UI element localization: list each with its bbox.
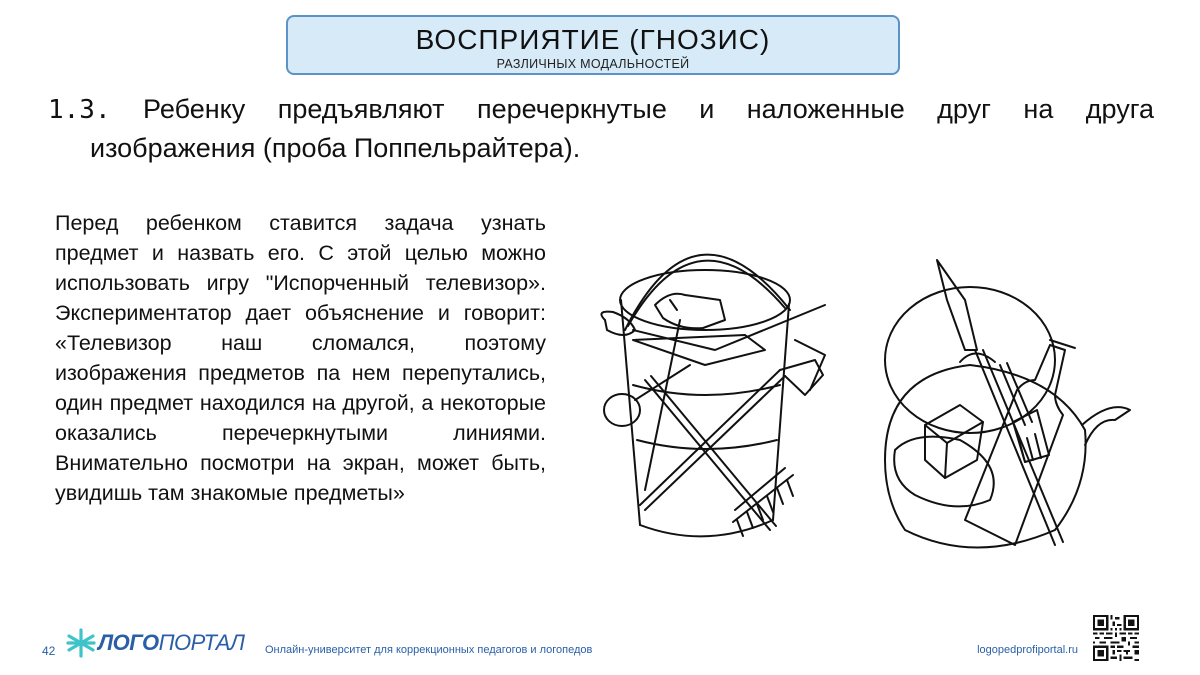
logo-thin: ПОРТАЛ — [158, 630, 245, 655]
knife-drawing — [937, 260, 1063, 545]
qr-code-icon[interactable] — [1093, 615, 1139, 661]
slide-title: ВОСПРИЯТИЕ (ГНОЗИС) — [415, 24, 771, 55]
kettle-drawing — [885, 287, 1130, 548]
description-paragraph: Перед ребенком ставится задача узнать предмет и назвать его. С этой целью можно использовать игру "Испорченный телевизор». Экспериментатор дает объяснение и говорит: «Телевизор наш сломался, поэтому изображения предметов па нем перепутались, один предмет находился на другой, а некоторые оказались перечеркнутыми линиями. Внимательно посмотри на экран, может быть, увидишь там знакомые предметы» — [55, 211, 546, 505]
rake-drawing — [645, 376, 793, 536]
task-number: 1.3. — [48, 95, 111, 125]
scissors-drawing — [601, 305, 825, 426]
poppelreuter-figure — [585, 200, 1145, 570]
task-heading-line1 — [48, 90, 1154, 129]
page-number: 42 — [42, 644, 56, 658]
footer-caption: Онлайн-университет для коррекционных педагогов и логопедов — [265, 644, 593, 656]
slide-title-box — [286, 15, 900, 75]
logo-wordmark — [98, 630, 245, 656]
task-heading — [48, 90, 1154, 167]
logo-bold: ЛОГО — [98, 630, 159, 655]
footer-url[interactable]: logopedprofiportal.ru — [977, 644, 1078, 656]
logoportal-logo — [66, 628, 245, 658]
asterisk-logo-icon — [66, 628, 96, 658]
task-text-line1: Ребенку предъявляют перечеркнутые и наложенные друг на друга — [143, 94, 1154, 124]
cup-drawing — [925, 405, 983, 478]
slide-subtitle: РАЗЛИЧНЫХ МОДАЛЬНОСТЕЙ — [496, 57, 690, 71]
task-text-line2: изображения (проба Поппельрайтера). — [90, 133, 581, 163]
